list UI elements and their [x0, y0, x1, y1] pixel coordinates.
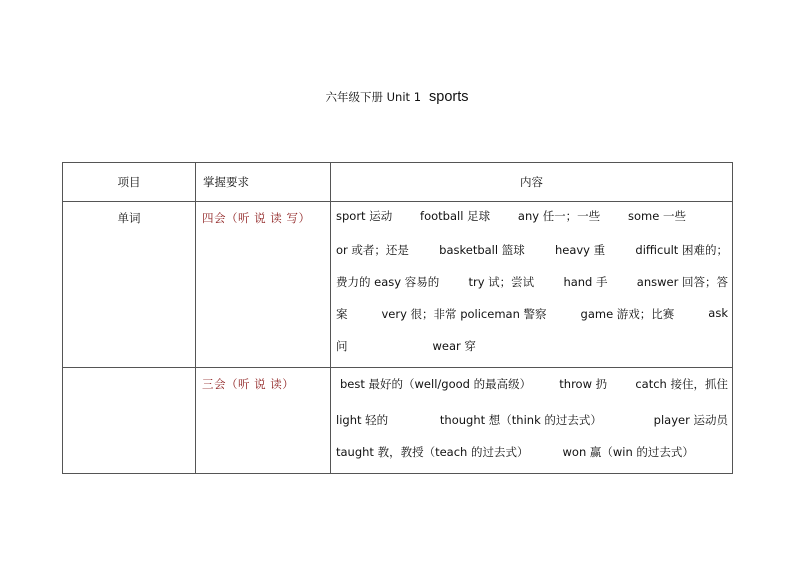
- word-entry: won 赢（win 的过去式）: [562, 445, 694, 459]
- word-entry: 案: [336, 307, 348, 321]
- header-item: 项目: [63, 163, 196, 202]
- word-entry: football 足球: [420, 209, 491, 223]
- header-content: 内容: [331, 163, 733, 202]
- word-entry: throw 扔: [559, 377, 608, 391]
- row-item-label: 单词: [63, 202, 196, 368]
- content-line: [336, 274, 728, 290]
- content-line: [336, 412, 728, 428]
- title-en: sports: [429, 89, 469, 105]
- word-entry: taught 教，教授（teach 的过去式）: [336, 445, 529, 459]
- word-entry: sport 运动: [336, 209, 393, 223]
- word-entry: answer 回答；答: [636, 275, 728, 289]
- page-title: [0, 89, 794, 105]
- title-cn: 六年级下册 Unit 1: [325, 90, 422, 104]
- vocabulary-table: [62, 162, 733, 474]
- word-entry: 费力的 easy 容易的: [336, 275, 440, 289]
- table-row: [63, 202, 733, 368]
- table-row: [63, 368, 733, 474]
- word-entry: best 最好的（well/good 的最高级）: [340, 377, 532, 391]
- word-entry: catch 接住，抓住: [635, 377, 728, 391]
- word-entry: any 任一；一些: [517, 209, 601, 223]
- row-content: [331, 368, 733, 474]
- word-entry: ask: [708, 306, 728, 320]
- word-entry: or 或者；还是: [336, 243, 409, 257]
- row-requirement: 四会（听 说 读 写）: [196, 202, 331, 368]
- row-content: [331, 202, 733, 368]
- word-entry: very 很；非常 policeman 警察: [381, 307, 547, 321]
- word-entry: hand 手: [563, 275, 608, 289]
- word-entry: basketball 篮球: [439, 243, 525, 257]
- table-header-row: [63, 163, 733, 202]
- word-entry: difficult 困难的；: [635, 243, 728, 257]
- word-entry: 问: [336, 339, 348, 353]
- word-entry: heavy 重: [554, 243, 606, 257]
- content-line: [336, 208, 728, 224]
- header-requirement: 掌握要求: [196, 163, 331, 202]
- word-entry: some 一些: [628, 209, 686, 223]
- content-line: [336, 242, 728, 258]
- word-entry: game 游戏；比赛: [580, 307, 675, 321]
- word-entry: thought 想（think 的过去式）: [439, 413, 602, 427]
- content-line: [336, 376, 728, 392]
- content-line: [336, 306, 728, 322]
- content-line: [336, 338, 728, 354]
- word-entry: try 试；尝试: [468, 275, 535, 289]
- word-entry: light 轻的: [336, 413, 389, 427]
- word-entry: player 运动员: [653, 413, 728, 427]
- content-line: [336, 444, 728, 460]
- word-entry: wear 穿: [432, 339, 476, 353]
- row-item-label: [63, 368, 196, 474]
- row-requirement: 三会（听 说 读）: [196, 368, 331, 474]
